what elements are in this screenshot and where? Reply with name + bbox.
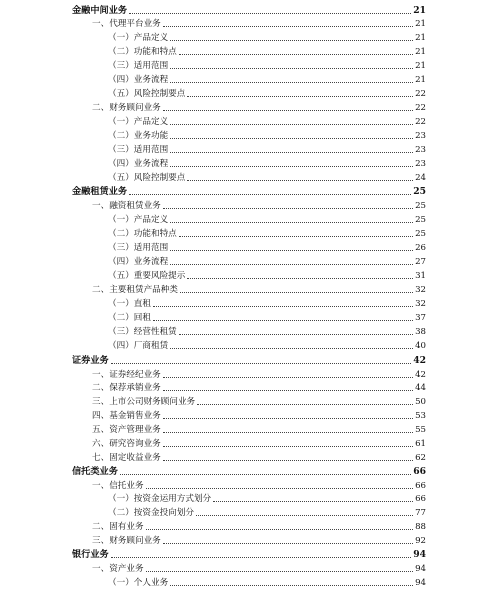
toc-page-number: 31 xyxy=(415,271,426,281)
toc-entry-title: 一、证券经纪业务 xyxy=(92,370,161,380)
toc-entry[interactable] xyxy=(108,32,426,44)
toc-page-number: 88 xyxy=(415,522,426,532)
dot-leader xyxy=(146,488,413,489)
toc-entry-title: 信托类业务 xyxy=(72,466,118,477)
dot-leader xyxy=(163,377,413,378)
toc-page-number: 24 xyxy=(415,173,426,183)
dot-leader xyxy=(170,138,413,139)
dot-leader xyxy=(163,208,413,209)
dot-leader xyxy=(170,250,413,251)
toc-page-number: 42 xyxy=(413,355,426,366)
toc-page-number: 22 xyxy=(415,117,426,127)
toc-entry-title: （二）业务功能 xyxy=(108,131,169,141)
dot-leader xyxy=(187,278,413,279)
toc-page-number: 42 xyxy=(415,370,426,380)
dot-leader xyxy=(163,543,413,544)
toc-entry-title: （四）业务流程 xyxy=(108,159,169,169)
toc-entry-title: （一）直租 xyxy=(108,299,151,309)
toc-page-number: 21 xyxy=(415,19,426,29)
toc-entry[interactable] xyxy=(108,507,426,519)
toc-entry[interactable] xyxy=(108,60,426,72)
toc-page-number: 50 xyxy=(415,397,426,407)
toc-entry-title: （一）个人业务 xyxy=(108,578,169,588)
dot-leader xyxy=(170,166,413,167)
toc-entry-title: 二、财务顾问业务 xyxy=(92,103,161,113)
toc-entry[interactable] xyxy=(92,284,426,296)
toc-page-number: 23 xyxy=(415,145,426,155)
toc-entry-title: （三）适用范围 xyxy=(108,61,169,71)
toc-entry-title: 五、资产管理业务 xyxy=(92,425,161,435)
dot-leader xyxy=(163,26,413,27)
toc-page-number: 66 xyxy=(415,494,426,504)
toc-page-number: 23 xyxy=(415,131,426,141)
dot-leader xyxy=(187,180,413,181)
dot-leader xyxy=(146,529,413,530)
dot-leader xyxy=(170,152,413,153)
dot-leader xyxy=(179,236,413,237)
toc-entry-title: 金融中间业务 xyxy=(72,5,128,16)
toc-entry[interactable] xyxy=(108,326,426,338)
toc-entry-title: （五）重要风险提示 xyxy=(108,271,186,281)
toc-entry-title: （五）风险控制要点 xyxy=(108,89,186,99)
toc-entry[interactable] xyxy=(108,340,426,352)
toc-entry[interactable] xyxy=(108,214,426,226)
toc-entry[interactable] xyxy=(92,480,426,492)
toc-entry[interactable] xyxy=(108,312,426,324)
toc-entry-title: （四）厂商租赁 xyxy=(108,341,169,351)
toc-entry[interactable] xyxy=(108,116,426,128)
dot-leader xyxy=(146,571,413,572)
dot-leader xyxy=(129,13,411,14)
dot-leader xyxy=(179,334,413,335)
dot-leader xyxy=(170,68,413,69)
toc-entry[interactable] xyxy=(108,130,426,142)
toc-page-number: 25 xyxy=(415,201,426,211)
toc-page-number: 21 xyxy=(415,61,426,71)
toc-entry[interactable] xyxy=(92,424,426,436)
dot-leader xyxy=(163,110,413,111)
dot-leader xyxy=(129,194,411,195)
toc-entry[interactable] xyxy=(108,74,426,86)
toc-entry-title: （四）业务流程 xyxy=(108,75,169,85)
toc-section-heading[interactable] xyxy=(72,355,426,367)
toc-page-number: 25 xyxy=(413,186,426,197)
toc-entry-title: （四）业务流程 xyxy=(108,257,169,267)
toc-entry[interactable] xyxy=(108,298,426,310)
toc-section-heading[interactable] xyxy=(72,186,426,198)
toc-page-number: 21 xyxy=(413,5,426,16)
toc-entry-title: 银行业务 xyxy=(72,549,109,560)
toc-page-number: 66 xyxy=(415,481,426,491)
dot-leader xyxy=(213,501,413,502)
toc-entry-title: （一）产品定义 xyxy=(108,117,169,127)
toc-entry[interactable] xyxy=(108,270,426,282)
toc-page-number: 61 xyxy=(415,439,426,449)
toc-entry[interactable] xyxy=(108,577,426,589)
toc-entry-title: （二）回租 xyxy=(108,313,151,323)
toc-page-number: 21 xyxy=(415,75,426,85)
dot-leader xyxy=(111,363,411,364)
toc-entry[interactable] xyxy=(108,46,426,58)
toc-page-number: 38 xyxy=(415,327,426,337)
toc-entry-title: （二）功能和特点 xyxy=(108,47,177,57)
dot-leader xyxy=(163,460,413,461)
dot-leader xyxy=(187,96,413,97)
toc-entry-title: 一、融资租赁业务 xyxy=(92,201,161,211)
dot-leader xyxy=(197,404,413,405)
dot-leader xyxy=(196,515,413,516)
toc-page-number: 37 xyxy=(415,313,426,323)
toc-page-number: 55 xyxy=(415,425,426,435)
toc-entry[interactable] xyxy=(108,172,426,184)
toc-entry-title: 一、信托业务 xyxy=(92,481,144,491)
toc-entry-title: 四、基金销售业务 xyxy=(92,411,161,421)
toc-page-number: 40 xyxy=(415,341,426,351)
toc-page-number: 21 xyxy=(415,47,426,57)
toc-page-number: 62 xyxy=(415,453,426,463)
dot-leader xyxy=(170,348,413,349)
dot-leader xyxy=(153,320,413,321)
toc-page-number: 25 xyxy=(415,229,426,239)
toc-entry[interactable] xyxy=(92,200,426,212)
toc-page-number: 26 xyxy=(415,243,426,253)
toc-entry[interactable] xyxy=(92,452,426,464)
toc-page-number: 53 xyxy=(415,411,426,421)
toc-page-number: 94 xyxy=(415,578,426,588)
toc-entry[interactable] xyxy=(92,382,426,394)
toc-entry[interactable] xyxy=(92,438,426,450)
toc-entry-title: （二）按资金投向划分 xyxy=(108,508,194,518)
toc-entry[interactable] xyxy=(92,521,426,533)
toc-entry[interactable] xyxy=(108,256,426,268)
toc-section-heading[interactable] xyxy=(72,5,426,17)
dot-leader xyxy=(163,390,413,391)
dot-leader xyxy=(170,124,413,125)
toc-page-number: 21 xyxy=(415,33,426,43)
toc-entry[interactable] xyxy=(108,144,426,156)
toc-entry-title: （一）按资金运用方式划分 xyxy=(108,494,212,504)
toc-entry-title: 证券业务 xyxy=(72,355,109,366)
toc-entry-title: （三）经营性租赁 xyxy=(108,327,177,337)
dot-leader xyxy=(170,222,413,223)
toc-entry[interactable] xyxy=(108,242,426,254)
toc-entry-title: （三）适用范围 xyxy=(108,243,169,253)
dot-leader xyxy=(163,446,413,447)
dot-leader xyxy=(170,82,413,83)
toc-entry-title: （三）适用范围 xyxy=(108,145,169,155)
toc-entry-title: （一）产品定义 xyxy=(108,215,169,225)
toc-entry-title: （五）风险控制要点 xyxy=(108,173,186,183)
toc-entry[interactable] xyxy=(92,18,426,30)
dot-leader xyxy=(153,306,413,307)
dot-leader xyxy=(163,418,413,419)
dot-leader xyxy=(180,292,413,293)
toc-entry[interactable] xyxy=(92,369,426,381)
toc-page-number: 66 xyxy=(413,466,426,477)
toc-page-number: 92 xyxy=(415,536,426,546)
dot-leader xyxy=(120,474,411,475)
toc-entry[interactable] xyxy=(92,410,426,422)
toc-entry[interactable] xyxy=(92,396,426,408)
toc-page-number: 77 xyxy=(415,508,426,518)
toc-entry-title: 一、资产业务 xyxy=(92,564,144,574)
toc-entry-title: 三、财务顾问业务 xyxy=(92,536,161,546)
toc-entry[interactable] xyxy=(92,102,426,114)
dot-leader xyxy=(170,264,413,265)
dot-leader xyxy=(179,54,413,55)
dot-leader xyxy=(111,557,411,558)
toc-page-number: 27 xyxy=(415,257,426,267)
toc-entry-title: 二、主要租赁产品种类 xyxy=(92,285,178,295)
toc-entry-title: （二）功能和特点 xyxy=(108,229,177,239)
dot-leader xyxy=(170,40,413,41)
toc-page-number: 94 xyxy=(413,549,426,560)
toc-page-number: 23 xyxy=(415,159,426,169)
toc-page-number: 32 xyxy=(415,285,426,295)
toc-entry[interactable] xyxy=(108,228,426,240)
toc-page-number: 25 xyxy=(415,215,426,225)
toc-page-number: 32 xyxy=(415,299,426,309)
toc-entry-title: 一、代理平台业务 xyxy=(92,19,161,29)
toc-entry[interactable] xyxy=(92,563,426,575)
toc-page-number: 94 xyxy=(415,564,426,574)
toc-entry-title: 三、上市公司财务顾问业务 xyxy=(92,397,196,407)
toc-entry-title: 金融租赁业务 xyxy=(72,186,128,197)
toc-entry-title: 六、研究咨询业务 xyxy=(92,439,161,449)
toc-section-heading[interactable] xyxy=(72,549,426,561)
dot-leader xyxy=(163,432,413,433)
toc-entry-title: 二、固有业务 xyxy=(92,522,144,532)
toc-page-number: 22 xyxy=(415,103,426,113)
toc-entry[interactable] xyxy=(108,493,426,505)
toc-entry-title: 二、保荐承销业务 xyxy=(92,383,161,393)
toc-page-number: 22 xyxy=(415,89,426,99)
toc-entry[interactable] xyxy=(92,535,426,547)
toc-entry[interactable] xyxy=(108,88,426,100)
dot-leader xyxy=(170,585,413,586)
toc-entry-title: （一）产品定义 xyxy=(108,33,169,43)
toc-page-number: 44 xyxy=(415,383,426,393)
toc-entry-title: 七、固定收益业务 xyxy=(92,453,161,463)
toc-entry[interactable] xyxy=(108,158,426,170)
toc-section-heading[interactable] xyxy=(72,466,426,478)
